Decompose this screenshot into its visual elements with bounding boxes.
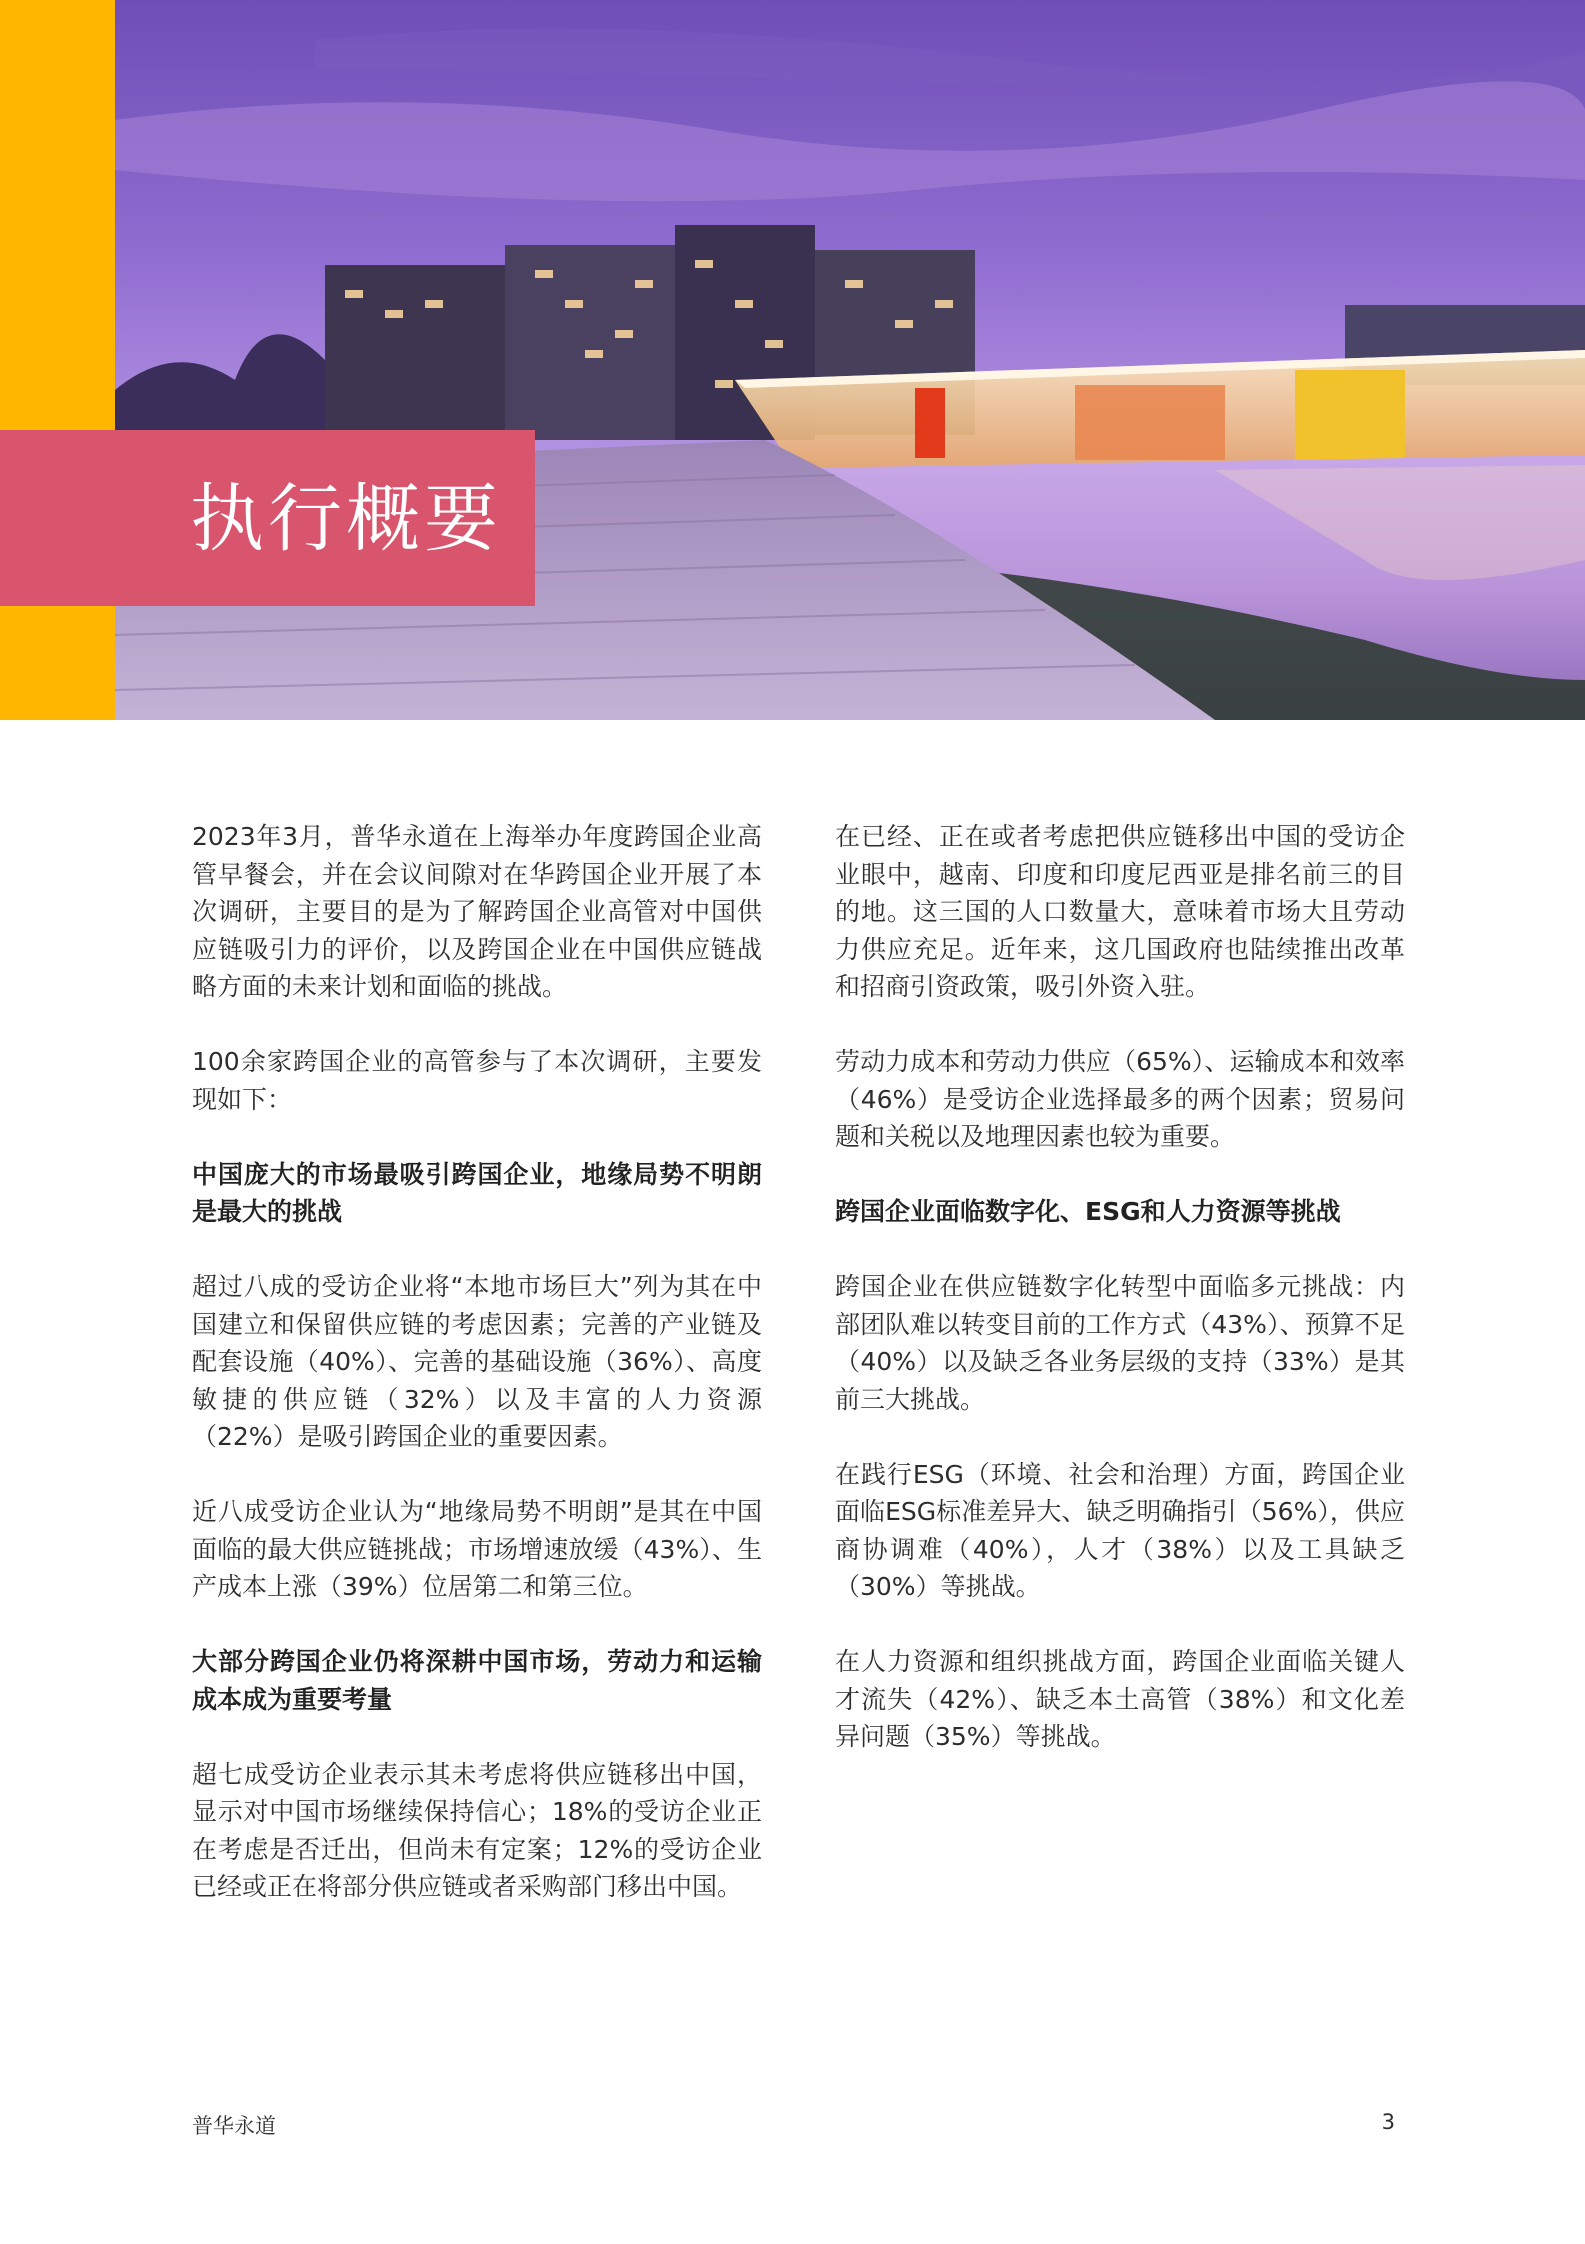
page-number: 3: [1381, 2110, 1395, 2134]
paragraph: 近八成受访企业认为“地缘局势不明朗”是其在中国面临的最大供应链挑战；市场增速放缓（43%）、生产成本上涨（39%）位居第二和第三位。: [192, 1497, 762, 1601]
left-column: [192, 818, 762, 1943]
paragraph: 100余家跨国企业的高管参与了本次调研，主要发现如下：: [192, 1047, 762, 1114]
paragraph: 在已经、正在或者考虑把供应链移出中国的受访企业眼中，越南、印度和印度尼西亚是排名前三的目的地。这三国的人口数量大，意味着市场大且劳动力供应充足。近年来，这几国政府也陆续推出改革和招商引资政策，吸引外资入驻。: [835, 822, 1405, 1001]
page-title: 执行概要: [190, 476, 502, 562]
right-column: [835, 818, 1405, 1793]
section-heading: 中国庞大的市场最吸引跨国企业，地缘局势不明朗是最大的挑战: [192, 1159, 762, 1226]
footer-brand: 普华永道: [192, 2114, 276, 2138]
paragraph: 在践行ESG（环境、社会和治理）方面，跨国企业面临ESG标准差异大、缺乏明确指引（56%），供应商协调难（40%），人才（38%）以及工具缺乏（30%）等挑战。: [835, 1459, 1405, 1601]
paragraph: 在人力资源和组织挑战方面，跨国企业面临关键人才流失（42%）、缺乏本土高管（38%）和文化差异问题（35%）等挑战。: [835, 1647, 1405, 1751]
hero-photo: [115, 0, 1585, 720]
paragraph: 劳动力成本和劳动力供应（65%）、运输成本和效率（46%）是受访企业选择最多的两个因素；贸易问题和关税以及地理因素也较为重要。: [835, 1047, 1405, 1151]
section-heading: 大部分跨国企业仍将深耕中国市场，劳动力和运输成本成为重要考量: [192, 1647, 762, 1714]
hero-banner: [0, 0, 1585, 720]
paragraph: 超七成受访企业表示其未考虑将供应链移出中国，显示对中国市场继续保持信心；18%的受访企业正在考虑是否迁出，但尚未有定案；12%的受访企业已经或正在将部分供应链或者采购部门移出中国。: [192, 1759, 762, 1901]
section-heading: 跨国企业面临数字化、ESG和人力资源等挑战: [835, 1197, 1341, 1226]
paragraph: 跨国企业在供应链数字化转型中面临多元挑战：内部团队难以转变目前的工作方式（43%）、预算不足（40%）以及缺乏各业务层级的支持（33%）是其前三大挑战。: [835, 1272, 1405, 1414]
paragraph: 超过八成的受访企业将“本地市场巨大”列为其在中国建立和保留供应链的考虑因素；完善的产业链及配套设施（40%）、完善的基础设施（36%）、高度敏捷的供应链（32%）以及丰富的人力资源（22%）是吸引跨国企业的重要因素。: [192, 1272, 762, 1451]
yellow-accent-bar: [0, 0, 115, 720]
paragraph: 2023年3月，普华永道在上海举办年度跨国企业高管早餐会，并在会议间隙对在华跨国企业开展了本次调研，主要目的是为了解跨国企业高管对中国供应链吸引力的评价，以及跨国企业在中国供应链战略方面的未来计划和面临的挑战。: [192, 822, 762, 1001]
